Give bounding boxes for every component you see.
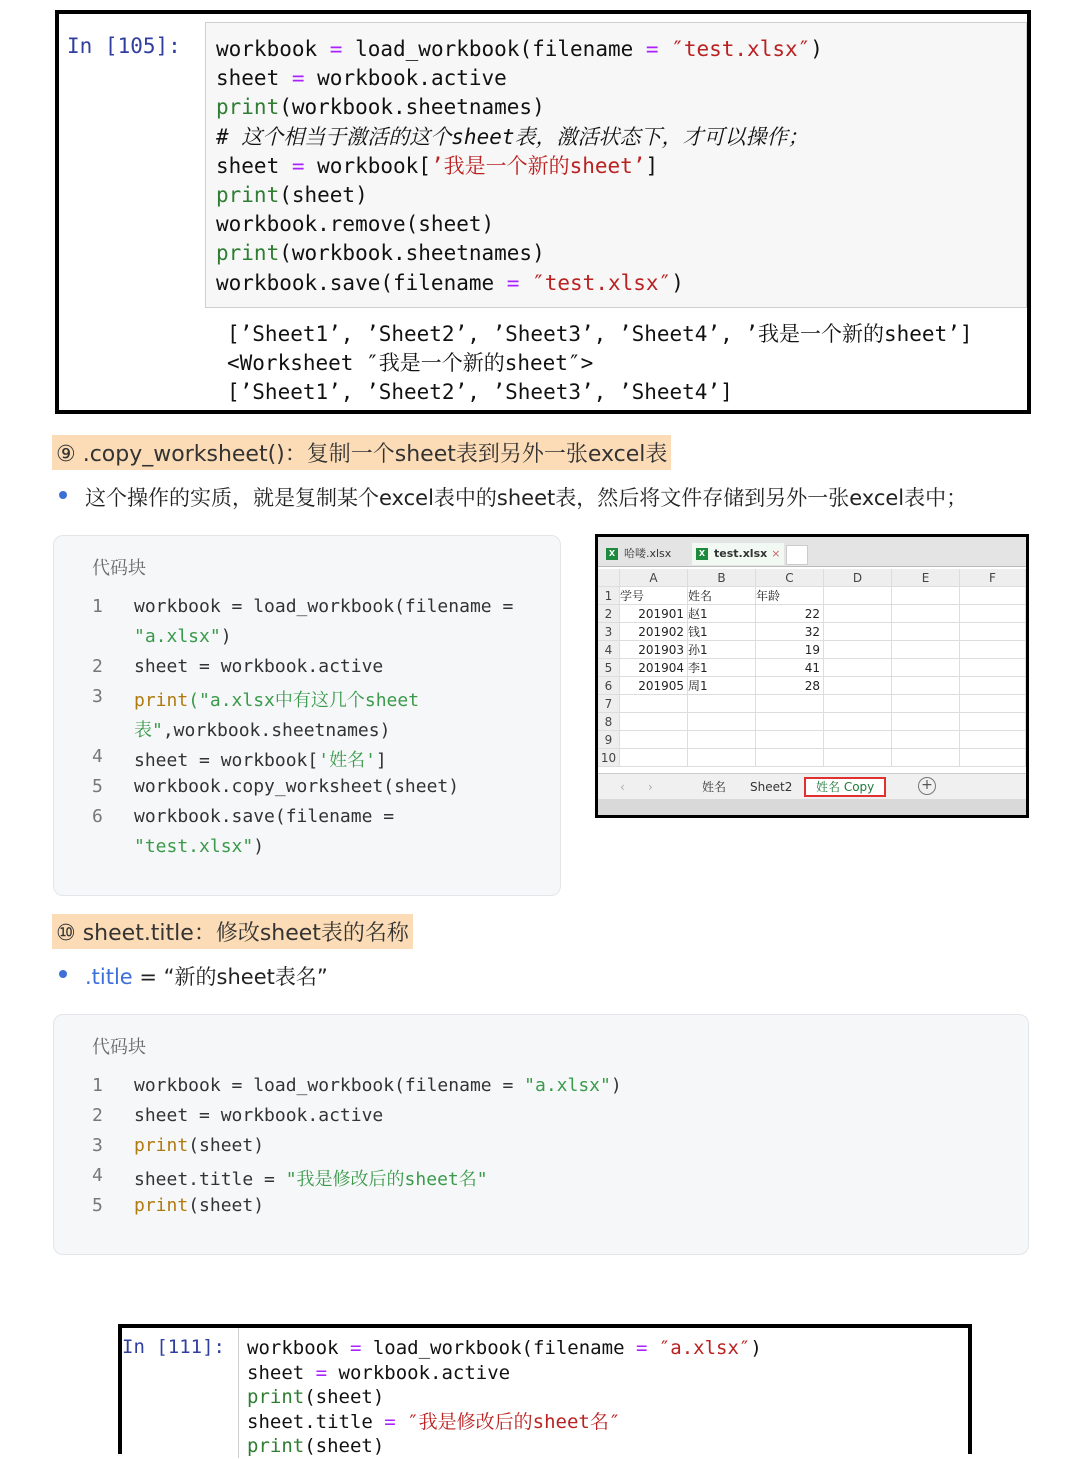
cell[interactable]: 201904 <box>620 659 688 677</box>
cell[interactable] <box>688 749 756 767</box>
row-header[interactable]: 4 <box>598 641 620 659</box>
bullet-dot <box>59 491 67 499</box>
cell[interactable]: 201901 <box>620 605 688 623</box>
sheet-tab-selected[interactable]: 姓名 Copy <box>804 777 886 797</box>
code-line: sheet = workbook.active <box>216 66 507 91</box>
code-line: print(sheet) <box>216 183 368 208</box>
file-tab-bar <box>598 537 1026 567</box>
cell[interactable] <box>756 695 824 713</box>
code-comment: # 这个相当于激活的这个sheet表，激活状态下，才可以操作； <box>216 124 809 149</box>
sheet-tab-bar <box>598 773 1026 799</box>
status-bar <box>598 799 1026 815</box>
code-line: sheet = workbook.active <box>247 1361 511 1384</box>
output-line: [’Sheet1’, ’Sheet2’, ’Sheet3’, ’Sheet4’, ’我是一个新的sheet’] <box>227 322 973 346</box>
section-heading-sheet-title: ⑩ sheet.title：修改sheet表的名称 <box>52 914 413 949</box>
cell[interactable] <box>960 749 1026 767</box>
row-header[interactable]: 3 <box>598 623 620 641</box>
cell[interactable]: 32 <box>756 623 824 641</box>
cell[interactable] <box>688 731 756 749</box>
code-line: print(workbook.sheetnames) <box>216 95 545 120</box>
cell-output <box>227 320 973 407</box>
code-input[interactable] <box>205 22 1027 308</box>
row-header[interactable]: 2 <box>598 605 620 623</box>
column-header[interactable]: B <box>688 569 756 587</box>
cell[interactable] <box>756 731 824 749</box>
cell[interactable] <box>756 749 824 767</box>
cell[interactable] <box>688 713 756 731</box>
row-header[interactable]: 7 <box>598 695 620 713</box>
code-line: print(sheet) <box>247 1435 385 1457</box>
cell[interactable] <box>892 713 960 731</box>
cell[interactable] <box>620 713 688 731</box>
notebook-cell-111 <box>118 1324 972 1457</box>
cell[interactable] <box>960 605 1026 623</box>
excel-file-icon: X <box>696 548 708 560</box>
cell[interactable]: 22 <box>756 605 824 623</box>
cell[interactable] <box>892 659 960 677</box>
cell[interactable] <box>824 623 892 641</box>
cell[interactable]: 201905 <box>620 677 688 695</box>
cell[interactable] <box>960 659 1026 677</box>
sheet-tab[interactable]: Sheet2 <box>750 780 793 794</box>
sheet-tab[interactable]: 姓名 <box>702 780 727 794</box>
close-icon[interactable]: × <box>771 547 781 560</box>
select-all-corner[interactable] <box>598 569 620 587</box>
cell-prompt: In [111]: <box>122 1336 225 1358</box>
column-header[interactable]: C <box>756 569 824 587</box>
code-line: workbook = load_workbook(filename = ″a.xlsx″) <box>247 1337 762 1359</box>
cell[interactable]: 学号 <box>620 587 688 605</box>
cell[interactable] <box>892 623 960 641</box>
bullet-item <box>85 482 967 512</box>
row-header[interactable]: 5 <box>598 659 620 677</box>
code-line: sheet = workbook[’我是一个新的sheet’] <box>216 153 659 178</box>
cell[interactable] <box>892 695 960 713</box>
row-header[interactable]: 6 <box>598 677 620 695</box>
bullet-text: 这个操作的实质，就是复制某个excel表中的sheet表，然后将文件存储到另外一张excel表中； <box>85 486 968 510</box>
file-tab-active[interactable]: X test.xlsx × <box>692 543 784 565</box>
code-line: workbook.save(filename = ″test.xlsx″) <box>216 270 684 295</box>
cell[interactable] <box>620 695 688 713</box>
cell[interactable] <box>960 677 1026 695</box>
cell[interactable]: 赵1 <box>688 605 756 623</box>
cell[interactable]: 28 <box>756 677 824 695</box>
bullet-code: .title <box>85 965 133 989</box>
cell[interactable] <box>824 587 892 605</box>
column-header[interactable]: F <box>960 569 1026 587</box>
cell[interactable] <box>960 587 1026 605</box>
notebook-cell-105 <box>55 10 1031 414</box>
column-header[interactable]: D <box>824 569 892 587</box>
cell[interactable] <box>824 659 892 677</box>
cell[interactable] <box>892 731 960 749</box>
cell[interactable]: 201902 <box>620 623 688 641</box>
scroll-right-icon[interactable]: › <box>648 780 653 794</box>
row-header[interactable]: 10 <box>598 749 620 767</box>
output-line: <Worksheet ″我是一个新的sheet″> <box>227 351 594 375</box>
plus-circle-icon[interactable]: + <box>918 777 936 795</box>
code-block-title: 代码块 <box>92 558 146 579</box>
cell[interactable] <box>892 677 960 695</box>
row-header[interactable]: 1 <box>598 587 620 605</box>
code-line: sheet.title = ″我是修改后的sheet名″ <box>247 1410 621 1433</box>
cell[interactable] <box>892 641 960 659</box>
output-line: [’Sheet1’, ’Sheet2’, ’Sheet3’, ’Sheet4’] <box>227 380 733 404</box>
cell[interactable]: 19 <box>756 641 824 659</box>
column-header[interactable]: A <box>620 569 688 587</box>
cell[interactable] <box>960 623 1026 641</box>
cell[interactable] <box>892 587 960 605</box>
cell[interactable]: 孙1 <box>688 641 756 659</box>
cell[interactable] <box>824 605 892 623</box>
cell[interactable] <box>960 713 1026 731</box>
code-line: print(workbook.sheetnames) <box>216 241 545 266</box>
cell[interactable] <box>824 641 892 659</box>
cell[interactable] <box>960 641 1026 659</box>
cell[interactable] <box>824 713 892 731</box>
cell[interactable] <box>824 749 892 767</box>
cell[interactable]: 李1 <box>688 659 756 677</box>
scroll-left-icon[interactable]: ‹ <box>620 780 625 794</box>
bullet-text: = “新的sheet表名” <box>132 965 328 989</box>
code-input[interactable] <box>238 1328 968 1458</box>
cell[interactable] <box>892 749 960 767</box>
cell-prompt: In [105]: <box>67 34 181 58</box>
cell[interactable] <box>824 677 892 695</box>
bullet-dot <box>59 970 67 978</box>
cell[interactable] <box>824 695 892 713</box>
row-header[interactable]: 9 <box>598 731 620 749</box>
cell[interactable] <box>688 695 756 713</box>
new-tab-button[interactable] <box>786 545 808 565</box>
cell[interactable] <box>620 749 688 767</box>
cell[interactable]: 年龄 <box>756 587 824 605</box>
cell[interactable] <box>824 731 892 749</box>
code-line: print(sheet) <box>247 1386 385 1408</box>
cell[interactable]: 钱1 <box>688 623 756 641</box>
cell[interactable] <box>960 731 1026 749</box>
cell[interactable]: 41 <box>756 659 824 677</box>
code-line: workbook = load_workbook(filename = ″test.xlsx″) <box>216 37 823 61</box>
excel-file-icon: X <box>606 548 618 560</box>
bullet-item <box>85 961 328 991</box>
row-header[interactable]: 8 <box>598 713 620 731</box>
section-heading-copy-worksheet: ⑨ .copy_worksheet()：复制一个sheet表到另外一张excel表 <box>52 435 671 470</box>
cell[interactable] <box>960 695 1026 713</box>
cell[interactable] <box>892 605 960 623</box>
cell[interactable]: 周1 <box>688 677 756 695</box>
code-block-title-change: 代码块 1 workbook = load_workbook(filename = "a.xlsx") 2 sheet = workbook.active 3 print(sheet) 4 sheet.title = "我是修改后的sheet名" 5 print(sheet) <box>53 1014 1029 1255</box>
cell[interactable] <box>756 713 824 731</box>
cell[interactable]: 姓名 <box>688 587 756 605</box>
file-tab[interactable]: X 哈喽.xlsx <box>602 543 690 565</box>
column-header[interactable]: E <box>892 569 960 587</box>
excel-screenshot <box>595 534 1029 818</box>
code-block-title: 代码块 <box>92 1037 146 1058</box>
code-line: workbook.remove(sheet) <box>216 212 495 237</box>
cell[interactable] <box>620 731 688 749</box>
code-block-copy: 代码块 1 workbook = load_workbook(filename = "a.xlsx") 2 sheet = workbook.active 3 print("a.xlsx中有这几个sheet 表",workbook.sheetnames) 4 sheet = workbook['姓名'] 5 workbook.copy_worksheet(sheet) 6 workbook.save(filename = "test.xlsx") <box>53 535 561 896</box>
cell[interactable]: 201903 <box>620 641 688 659</box>
